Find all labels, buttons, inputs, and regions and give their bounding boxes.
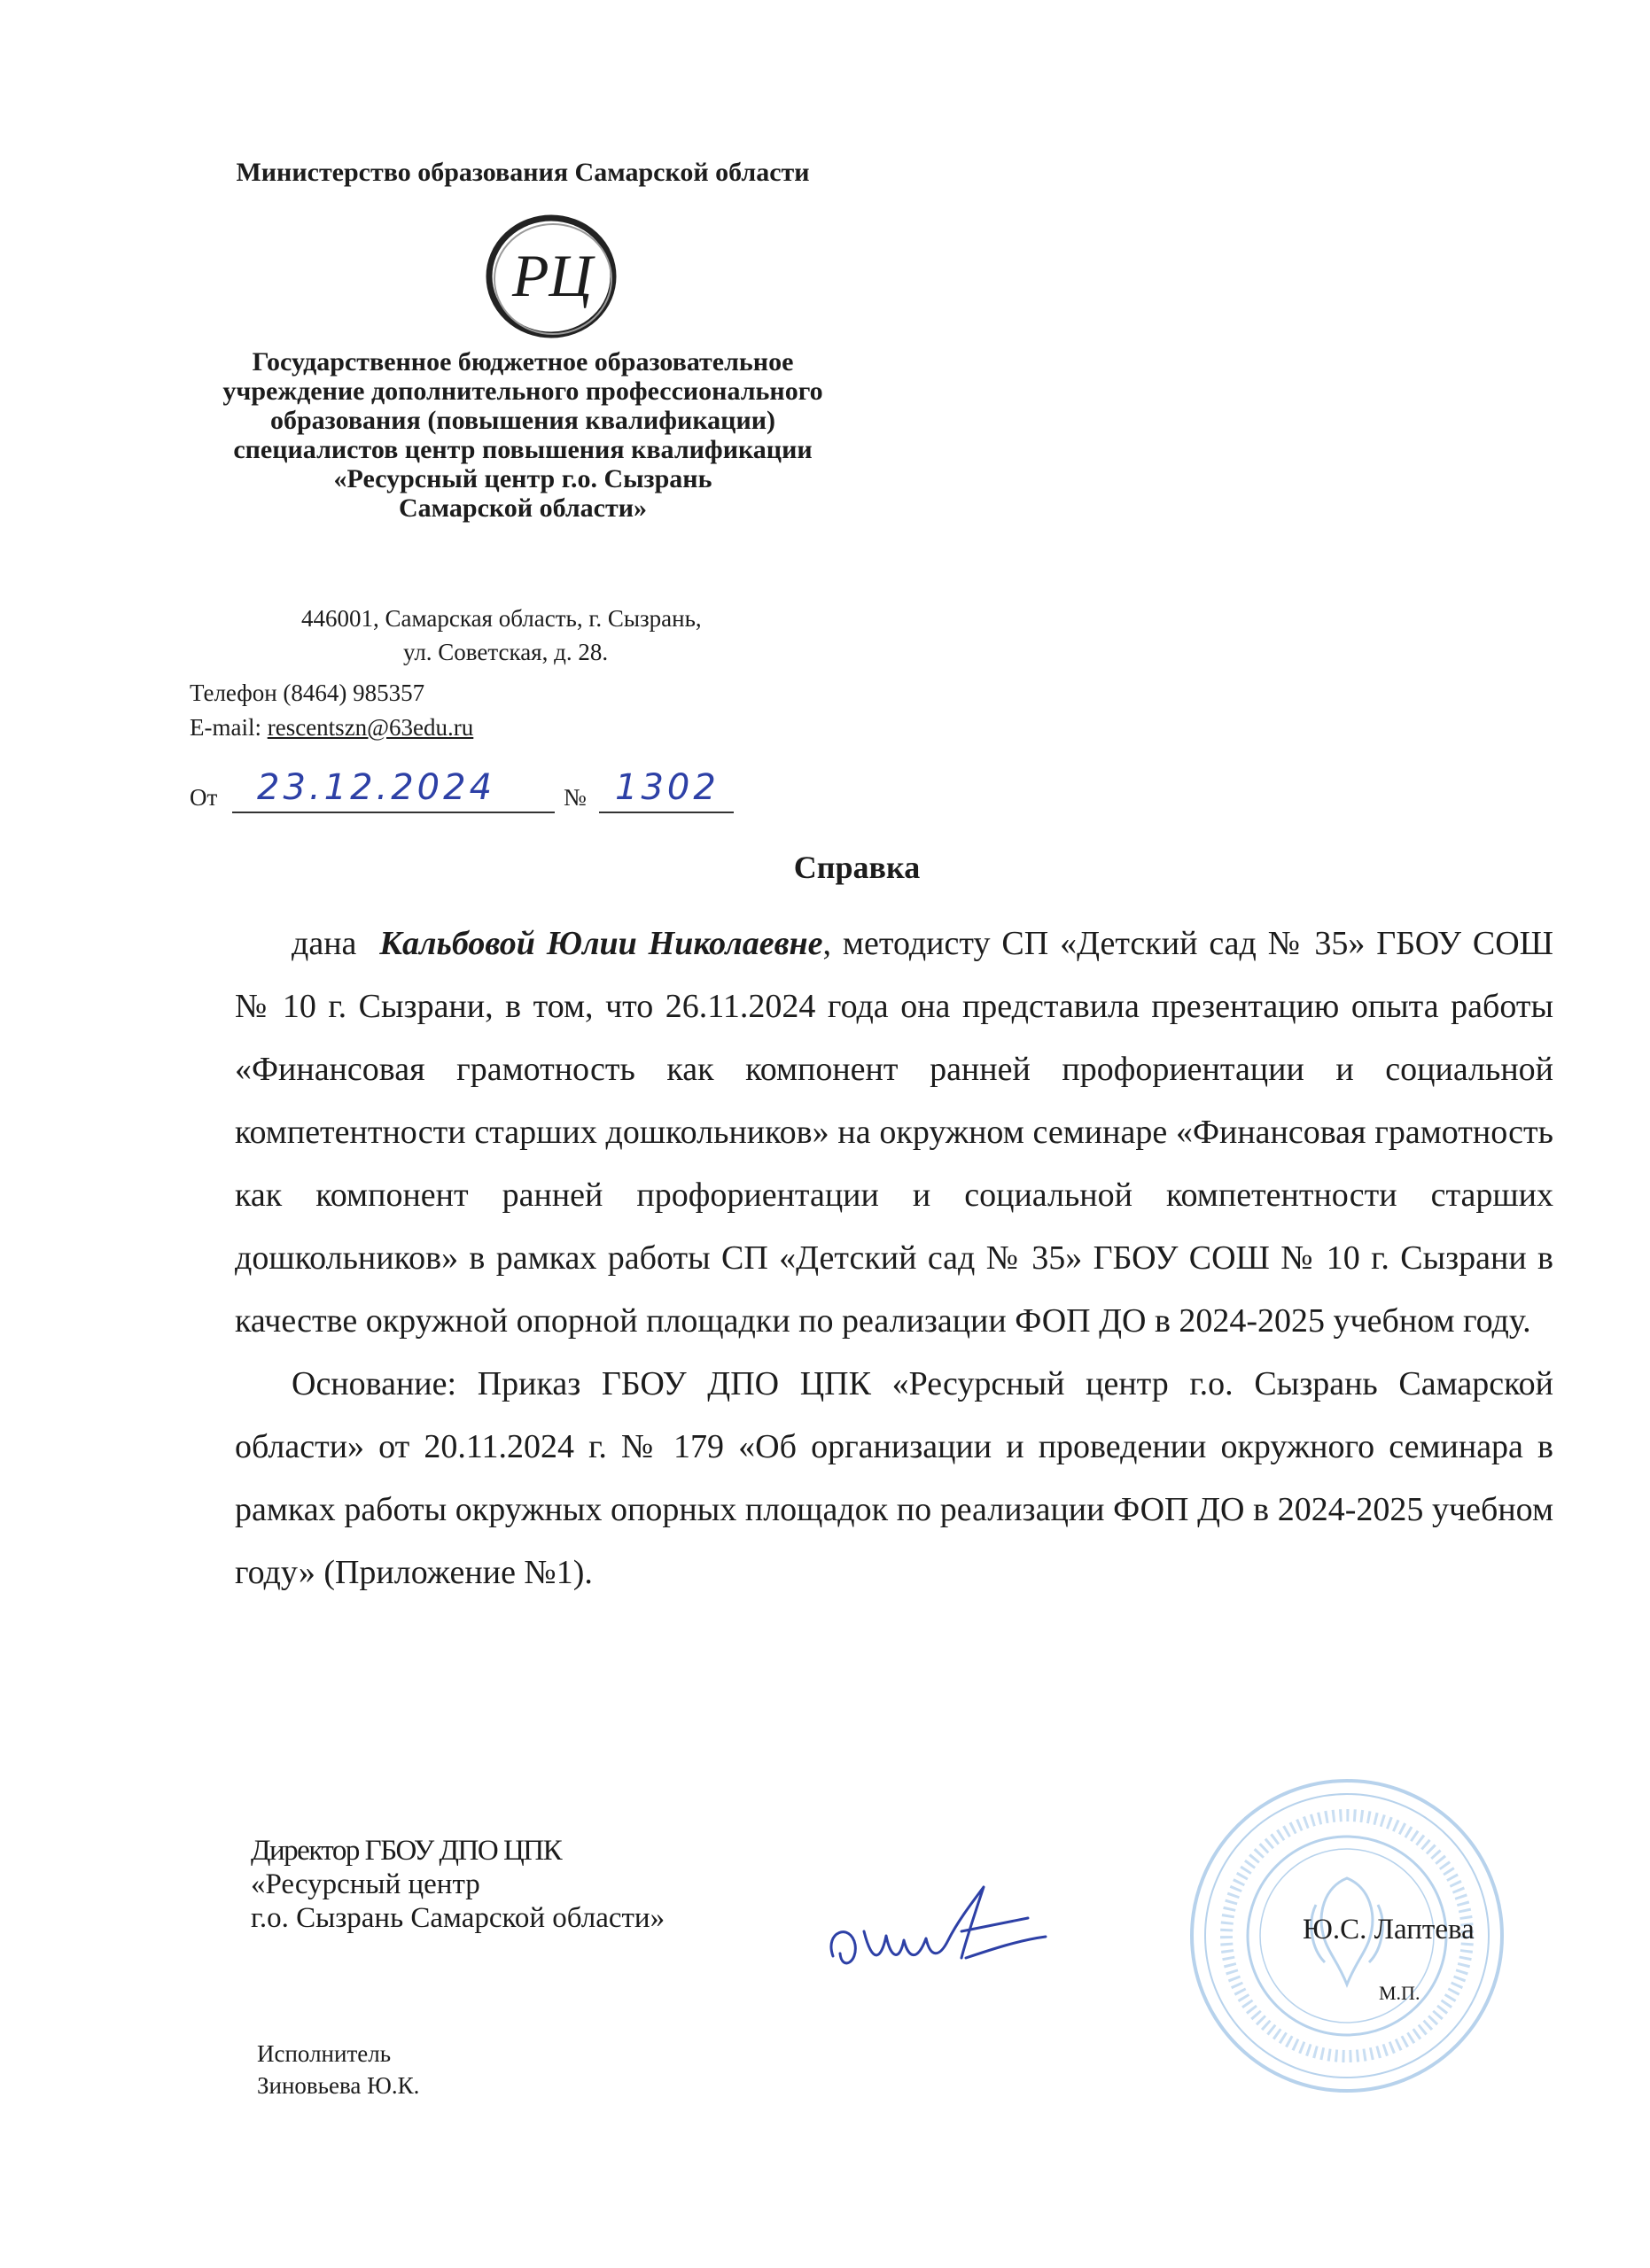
from-label: От	[190, 784, 218, 811]
email-row	[190, 713, 721, 742]
signature-position	[251, 1834, 871, 1935]
document-title: Справка	[793, 850, 921, 885]
position-line-3: г.о. Сызрань Самарской области»	[251, 1902, 665, 1934]
paragraph-prefix: дана	[292, 925, 357, 962]
registration-number: 1302	[615, 767, 720, 808]
registration-date: 23.12.2024	[257, 767, 496, 808]
org-line: специалистов центр повышения квалификации	[233, 435, 813, 464]
executor-label: Исполнитель	[257, 2040, 392, 2067]
org-line: «Ресурсный центр г.о. Сызрань	[333, 464, 712, 493]
executor-name: Зиновьева Ю.К.	[257, 2072, 420, 2099]
org-line: Государственное бюджетное образовательное	[252, 347, 794, 377]
executor-block	[257, 2038, 419, 2101]
recipient-name: Кальбовой Юлии Николаевне	[379, 925, 823, 962]
paragraph-main-text: , методисту СП «Детский сад № 35» ГБОУ СОШ № 10 г. Сызрани, в том, что 26.11.2024 года она представила презентацию опыта работы «Финансовая грамотность как компонент ранней профориентации и социальной компетентности старших дошкольников» на окружном семинаре «Финансовая грамотность как компонент ранней профориентации и социальной компетентности старших дошкольников» в рамках работы СП «Детский сад № 35» ГБОУ СОШ № 10 г. Сызрани в качестве окружной опорной площадки по реализации ФОП ДО в 2024-2025 учебном году.	[235, 925, 1553, 1340]
ministry-title: Министерство образования Самарской области	[236, 158, 810, 187]
paragraph-basis: Основание: Приказ ГБОУ ДПО ЦПК «Ресурсный центр г.о. Сызрань Самарской области» от 20.11.2024 г. № 179 «Об организации и проведении окружного семинара в рамках работы окружных опорных площадок по реализации ФОП ДО в 2024-2025 учебном году» (Приложение №1).	[235, 1365, 1553, 1591]
svg-text:РЦ: РЦ	[512, 242, 593, 309]
position-line-1: Директор ГБОУ ДПО ЦПК	[251, 1835, 562, 1867]
paragraph-main	[235, 913, 1553, 1353]
org-name	[155, 347, 891, 523]
handwritten-signature	[815, 1869, 1081, 1993]
address-line-2: ул. Советская, д. 28.	[403, 639, 609, 665]
signer-name: Ю.С. Лаптева	[1303, 1914, 1475, 1946]
phone: Телефон (8464) 985357	[190, 680, 425, 706]
email-label: E-mail:	[190, 714, 261, 741]
body-text	[235, 913, 1553, 1604]
email-link[interactable]: rescentszn@63edu.ru	[267, 714, 474, 741]
org-line: учреждение дополнительного профессионального	[222, 377, 823, 406]
org-line: образования (повышения квалификации)	[270, 406, 775, 435]
number-label: №	[564, 784, 587, 811]
org-line: Самарской области»	[399, 493, 647, 523]
position-line-2: «Ресурсный центр	[251, 1868, 480, 1900]
address-line-1: 446001, Самарская область, г. Сызрань,	[301, 605, 702, 632]
stamp-mark-label: М.П.	[1379, 1982, 1420, 2004]
org-logo	[471, 206, 622, 347]
